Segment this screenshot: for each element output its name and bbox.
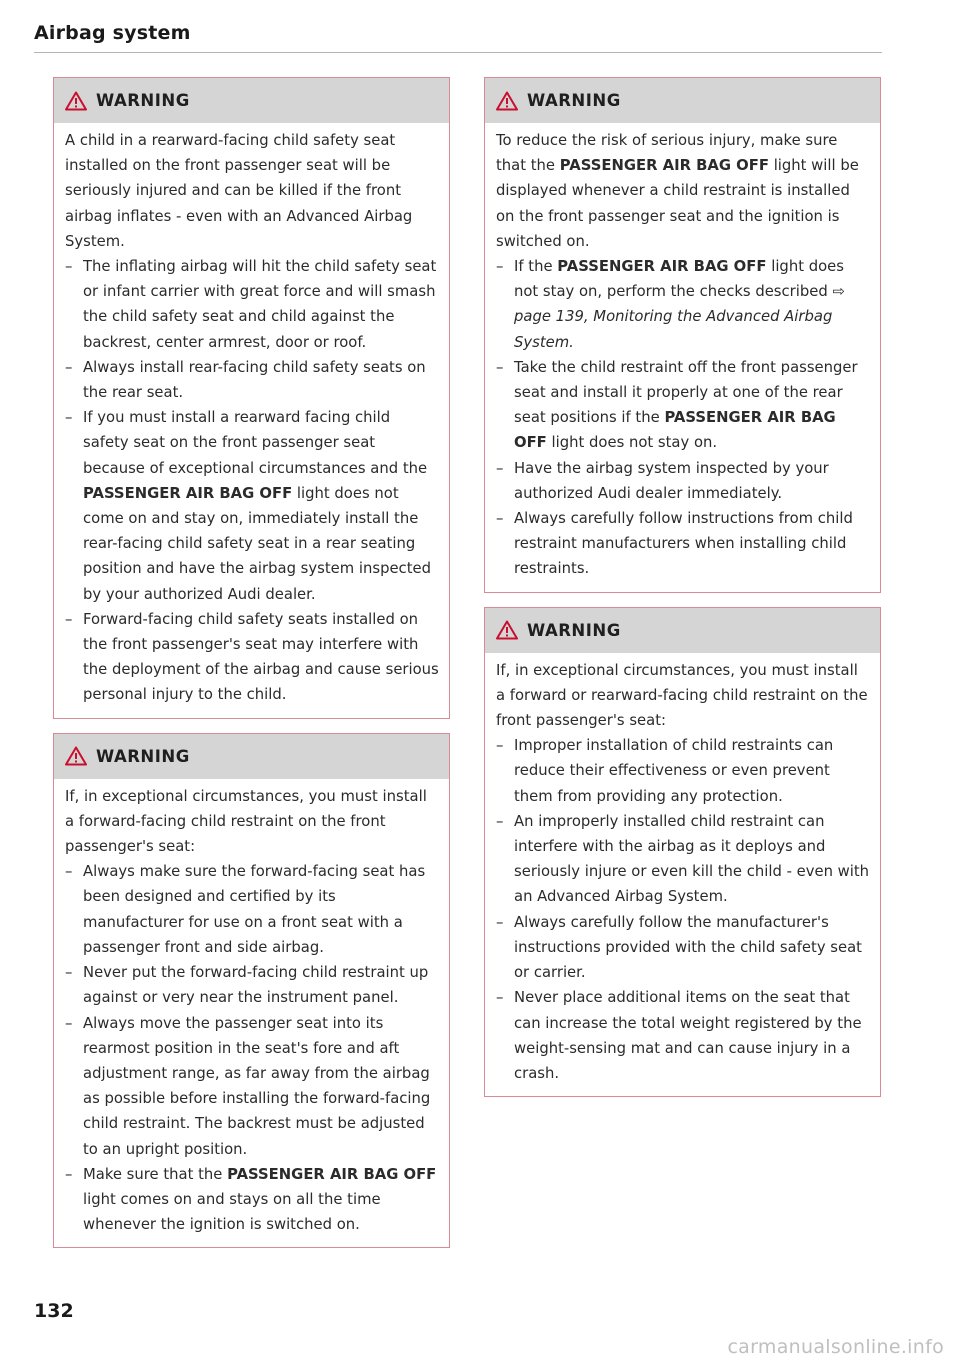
warning-intro: If, in exceptional circumstances, you must install a forward-facing child restraint on the front passenger's seat:: [65, 787, 427, 856]
list-item: – Always carefully follow the manufacturer's instructions provided with the child safety seat or carrier.: [496, 913, 862, 982]
left-column: [53, 77, 450, 1262]
warning-box-2: [53, 733, 450, 1249]
warning-header: [54, 734, 449, 779]
list-item: – Always install rear-facing child safety seats on the rear seat.: [65, 358, 426, 402]
watermark: carmanualsonline.info: [727, 1336, 944, 1358]
list-item: – Make sure that the PASSENGER AIR BAG OFF light comes on and stays on all the time whenever the ignition is switched on.: [65, 1165, 437, 1234]
warning-triangle-icon: [65, 746, 87, 766]
warning-body: [54, 123, 449, 718]
warning-body: [54, 779, 449, 1248]
page-number: 132: [34, 1300, 74, 1322]
warning-intro: If, in exceptional circumstances, you must install a forward or rearward-facing child restraint on the front passenger's seat:: [496, 661, 868, 730]
warning-box-1: [53, 77, 450, 719]
warning-box-4: [484, 607, 881, 1097]
warning-title: WARNING: [527, 91, 621, 110]
indicator-name: PASSENGER AIR BAG OFF: [83, 484, 293, 502]
section-title: Airbag system: [34, 22, 191, 44]
warning-intro: A child in a rearward-facing child safety seat installed on the front passenger seat will be seriously injured and can be killed if the front airbag inflates - even with an Advanced Airbag System.: [65, 132, 413, 250]
list-item: – If you must install a rearward facing child safety seat on the front passenger seat because of exceptional circumstances and the PASSENGER AIR BAG OFF light does not come on and stay on, immediately install the rear-facing child safety seat in a rear seating position and have the airbag system inspected by your authorized Audi dealer.: [65, 409, 431, 603]
list-item: – Forward-facing child safety seats installed on the front passenger's seat may interfere with the deployment of the airbag and cause serious personal injury to the child.: [65, 610, 439, 704]
right-column: [484, 77, 881, 1111]
list-item: – Have the airbag system inspected by your authorized Audi dealer immediately.: [496, 459, 829, 502]
list-item: – Always carefully follow instructions from child restraint manufacturers when installing child restraints.: [496, 510, 853, 578]
warning-list: [496, 733, 871, 1086]
warning-body: [485, 653, 880, 1096]
list-item: – The inflating airbag will hit the child safety seat or infant carrier with great force and will smash the child safety seat and child against the backrest, center armrest, door or roof.: [65, 258, 437, 351]
warning-title: WARNING: [96, 91, 190, 110]
warning-list: [65, 254, 440, 708]
indicator-name: PASSENGER AIR BAG OFF: [514, 409, 836, 452]
indicator-name: PASSENGER AIR BAG OFF: [227, 1165, 437, 1183]
warning-header: [54, 78, 449, 123]
warning-header: [485, 78, 880, 123]
warning-triangle-icon: [65, 91, 87, 111]
list-item: – Take the child restraint off the front passenger seat and install it properly at one of the rear seat positions if the PASSENGER AIR BAG OFF light does not stay on.: [496, 358, 858, 452]
list-item: – An improperly installed child restraint can interfere with the airbag as it deploys and seriously injure or even kill the child - even with an Advanced Airbag System.: [496, 812, 870, 906]
page-reference-link[interactable]: ⇨ page 139, Monitoring the Advanced Airbag System.: [514, 283, 845, 351]
warning-title: WARNING: [96, 746, 190, 766]
list-item: – Always move the passenger seat into its rearmost position in the seat's fore and aft adjustment range, as far away from the airbag as possible before installing the forward-facing child restraint. The backrest must be adjusted to an upright position.: [65, 1014, 431, 1158]
list-item: – Never put the forward-facing child restraint up against or very near the instrument panel.: [65, 964, 429, 1007]
warning-triangle-icon: [496, 620, 518, 640]
warning-body: [485, 123, 880, 592]
warning-header: [485, 608, 880, 653]
header-divider: [34, 52, 882, 53]
indicator-name: PASSENGER AIR BAG OFF: [559, 157, 769, 175]
warning-title: WARNING: [527, 620, 621, 640]
list-item: – Never place additional items on the seat that can increase the total weight registered by the weight-sensing mat and can cause injury in a crash.: [496, 989, 862, 1082]
warning-intro: To reduce the risk of serious injury, make sure that the PASSENGER AIR BAG OFF light will be displayed whenever a child restraint is installed on the front passenger seat and the ignition is switched on.: [496, 132, 859, 250]
warning-box-3: [484, 77, 881, 593]
warning-triangle-icon: [496, 91, 518, 111]
list-item: – If the PASSENGER AIR BAG OFF light does not stay on, perform the checks described ⇨ page 139, Monitoring the Advanced Airbag System.: [496, 258, 845, 351]
warning-list: [65, 859, 440, 1237]
warning-list: [496, 254, 871, 582]
list-item: – Improper installation of child restraints can reduce their effectiveness or even prevent them from providing any protection.: [496, 737, 834, 805]
indicator-name: PASSENGER AIR BAG OFF: [557, 258, 767, 276]
list-item: – Always make sure the forward-facing seat has been designed and certified by its manufacturer for use on a front seat with a passenger front and side airbag.: [65, 863, 426, 956]
